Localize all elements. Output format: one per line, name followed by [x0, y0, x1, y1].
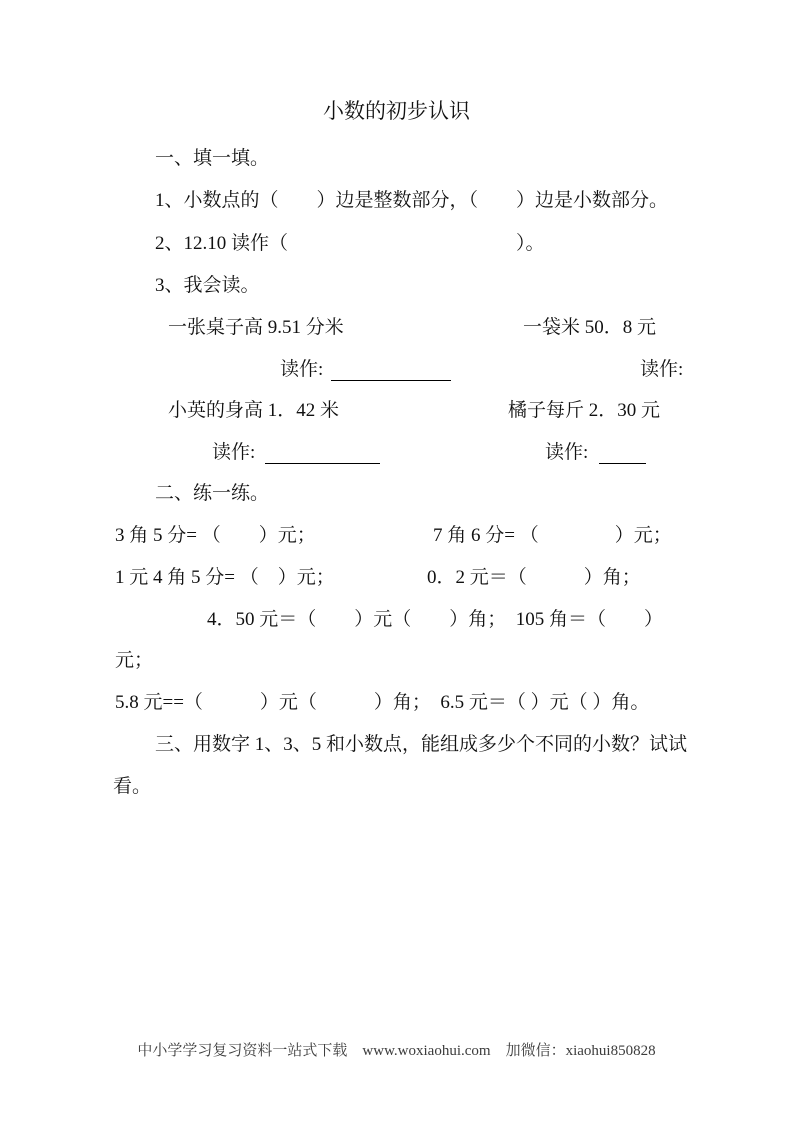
section2-heading: 二、练一练。 [155, 483, 270, 504]
item-xiaoying-height: 小英的身高 1．42 米 [168, 400, 340, 421]
exercise-row3-continuation: 元； [115, 650, 154, 671]
question-3-heading: 3、我会读。 [155, 275, 260, 296]
answer-blank-line [265, 439, 380, 464]
answer-blank-line [599, 439, 646, 464]
answer-blank-line [331, 356, 451, 381]
question-1: 1、小数点的（ ）边是整数部分，（ ）边是小数部分。 [155, 190, 669, 211]
section1-heading: 一、填一填。 [155, 148, 270, 169]
exercise-row2-right: 0．2 元＝（ ）角； [427, 567, 641, 588]
item-orange-price: 橘子每斤 2．30 元 [508, 400, 661, 421]
read-as-label: 读作: [280, 359, 324, 380]
question-2: 2、12.10 读作（ ）。 [155, 233, 545, 254]
exercise-row3: 4．50 元＝（ ）元（ ）角； 105 角＝（ ） [207, 609, 664, 630]
worksheet-title: 小数的初步认识 [323, 99, 470, 123]
read-as-label: 读作: [212, 442, 256, 463]
exercise-row2-left: 1 元 4 角 5 分= （ ）元； [115, 567, 335, 588]
item-rice-bag: 一袋米 50．8 元 [523, 317, 657, 338]
exercise-row4: 5.8 元==（ ）元（ ）角； 6.5 元＝（ ）元（ ）角。 [115, 692, 650, 713]
footer-text: 中小学学习复习资料一站式下载 www.woxiaohui.com 加微信：xiaohui850828 [137, 1043, 656, 1059]
exercise-row1-right: 7 角 6 分= （ ）元； [433, 525, 672, 546]
section3-line1: 三、用数字 1、3、5 和小数点，能组成多少个不同的小数？试试 [155, 734, 688, 755]
read-as-label: 读作: [545, 442, 589, 463]
read-as-label: 读作: [640, 359, 684, 380]
item-desk-height: 一张桌子高 9.51 分米 [168, 317, 344, 338]
exercise-row1-left: 3 角 5 分= （ ）元； [115, 525, 316, 546]
section3-line2: 看。 [113, 776, 152, 797]
